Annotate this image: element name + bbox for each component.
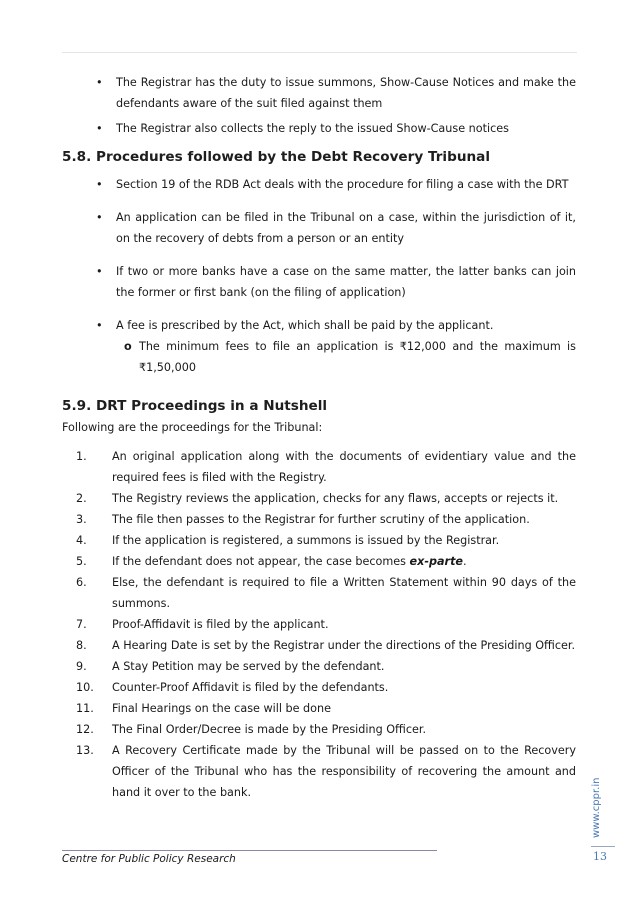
numbered-item: [62, 656, 576, 677]
item-text: A Hearing Date is set by the Registrar under the directions of the Presiding Officer.: [112, 639, 576, 652]
bullet-text: The Registrar has the duty to issue summons, Show-Cause Notices and make the defendants aware of the suit filed against them: [116, 76, 576, 110]
bullet-text: If two or more banks have a case on the same matter, the latter banks can join the former or first bank (on the filing of application): [116, 265, 576, 299]
item-number: 3.: [76, 513, 87, 526]
item-text: Counter-Proof Affidavit is filed by the defendants.: [112, 681, 389, 694]
numbered-item: [62, 740, 576, 803]
bullet-text: An application can be filed in the Tribunal on a case, within the jurisdiction of it, on the recovery of debts from a person or an entity: [116, 211, 576, 245]
list-item: [62, 261, 576, 303]
item-text: If the defendant does not appear, the case becomes: [112, 555, 406, 568]
item-number: 7.: [76, 618, 87, 631]
bullet-icon: •: [96, 178, 103, 191]
list-item: [62, 315, 576, 336]
list-item: [62, 72, 576, 114]
item-text: Else, the defendant is required to file a Written Statement within 90 days of the summons.: [112, 576, 576, 610]
header-rule: [62, 52, 577, 53]
item-text: Final Hearings on the case will be done: [112, 702, 331, 715]
bullet-text: A fee is prescribed by the Act, which shall be paid by the applicant.: [116, 319, 494, 332]
list-item: [62, 207, 576, 249]
bullet-icon: •: [96, 265, 103, 278]
item-number: 6.: [76, 576, 87, 589]
numbered-item: [62, 446, 576, 488]
section-heading-5-9: 5.9. DRT Proceedings in a Nutshell: [62, 398, 328, 414]
bullet-icon: •: [96, 319, 103, 332]
numbered-item: [62, 509, 576, 530]
item-number: 4.: [76, 534, 87, 547]
item-number: 12.: [76, 723, 94, 736]
footer-org: Centre for Public Policy Research: [62, 853, 236, 865]
item-text: A Recovery Certificate made by the Tribunal will be passed on to the Recovery Officer of the Tribunal who has the responsibility of recovering the amount and hand it over to the bank.: [112, 744, 576, 799]
page-number: 13: [593, 850, 607, 863]
numbered-item: [62, 698, 576, 719]
item-number: 2.: [76, 492, 87, 505]
item-text: The Registry reviews the application, checks for any flaws, accepts or rejects it.: [112, 492, 559, 505]
bullet-text: Section 19 of the RDB Act deals with the procedure for filing a case with the DRT: [116, 178, 569, 191]
item-text: If the application is registered, a summons is issued by the Registrar.: [112, 534, 500, 547]
proceedings-list: [62, 446, 576, 803]
numbered-item: [62, 635, 576, 656]
item-text: The file then passes to the Registrar for further scrutiny of the application.: [112, 513, 530, 526]
item-suffix: .: [463, 555, 467, 568]
list-item: [62, 174, 576, 195]
item-text: An original application along with the documents of evidentiary value and the required fees is filed with the Registry.: [112, 450, 576, 484]
sub-bullet-text: The minimum fees to file an application is ₹12,000 and the maximum is ₹1,50,000: [139, 340, 576, 374]
numbered-item: [62, 530, 576, 551]
sub-bullet-icon: o: [124, 340, 132, 353]
numbered-item: [62, 677, 576, 698]
item-number: 8.: [76, 639, 87, 652]
page-number-rule: [591, 846, 615, 847]
section-heading-5-8: 5.8. Procedures followed by the Debt Recovery Tribunal: [62, 149, 491, 165]
site-url[interactable]: www.cppr.in: [591, 777, 602, 838]
numbered-item: [62, 719, 576, 740]
numbered-item: [62, 572, 576, 614]
numbered-item: [62, 488, 576, 509]
item-number: 11.: [76, 702, 94, 715]
bullet-icon: •: [96, 76, 103, 89]
numbered-item: [62, 551, 576, 572]
item-number: 5.: [76, 555, 87, 568]
item-text: Proof-Affidavit is filed by the applicant.: [112, 618, 329, 631]
numbered-item: [62, 614, 576, 635]
bullet-icon: •: [96, 122, 103, 135]
bullet-icon: •: [96, 211, 103, 224]
section-intro: Following are the proceedings for the Tribunal:: [62, 421, 323, 434]
footer-rule: [62, 850, 437, 851]
list-item: [62, 118, 576, 139]
item-number: 13.: [76, 744, 94, 757]
item-number: 9.: [76, 660, 87, 673]
item-text: A Stay Petition may be served by the defendant.: [112, 660, 385, 673]
item-number: 1.: [76, 450, 87, 463]
bullet-text: The Registrar also collects the reply to the issued Show-Cause notices: [116, 122, 509, 135]
item-text: The Final Order/Decree is made by the Presiding Officer.: [112, 723, 427, 736]
item-number: 10.: [76, 681, 94, 694]
item-emphasis: ex-parte: [409, 555, 464, 568]
page-body: [62, 72, 576, 803]
sub-list-item: [62, 336, 576, 378]
